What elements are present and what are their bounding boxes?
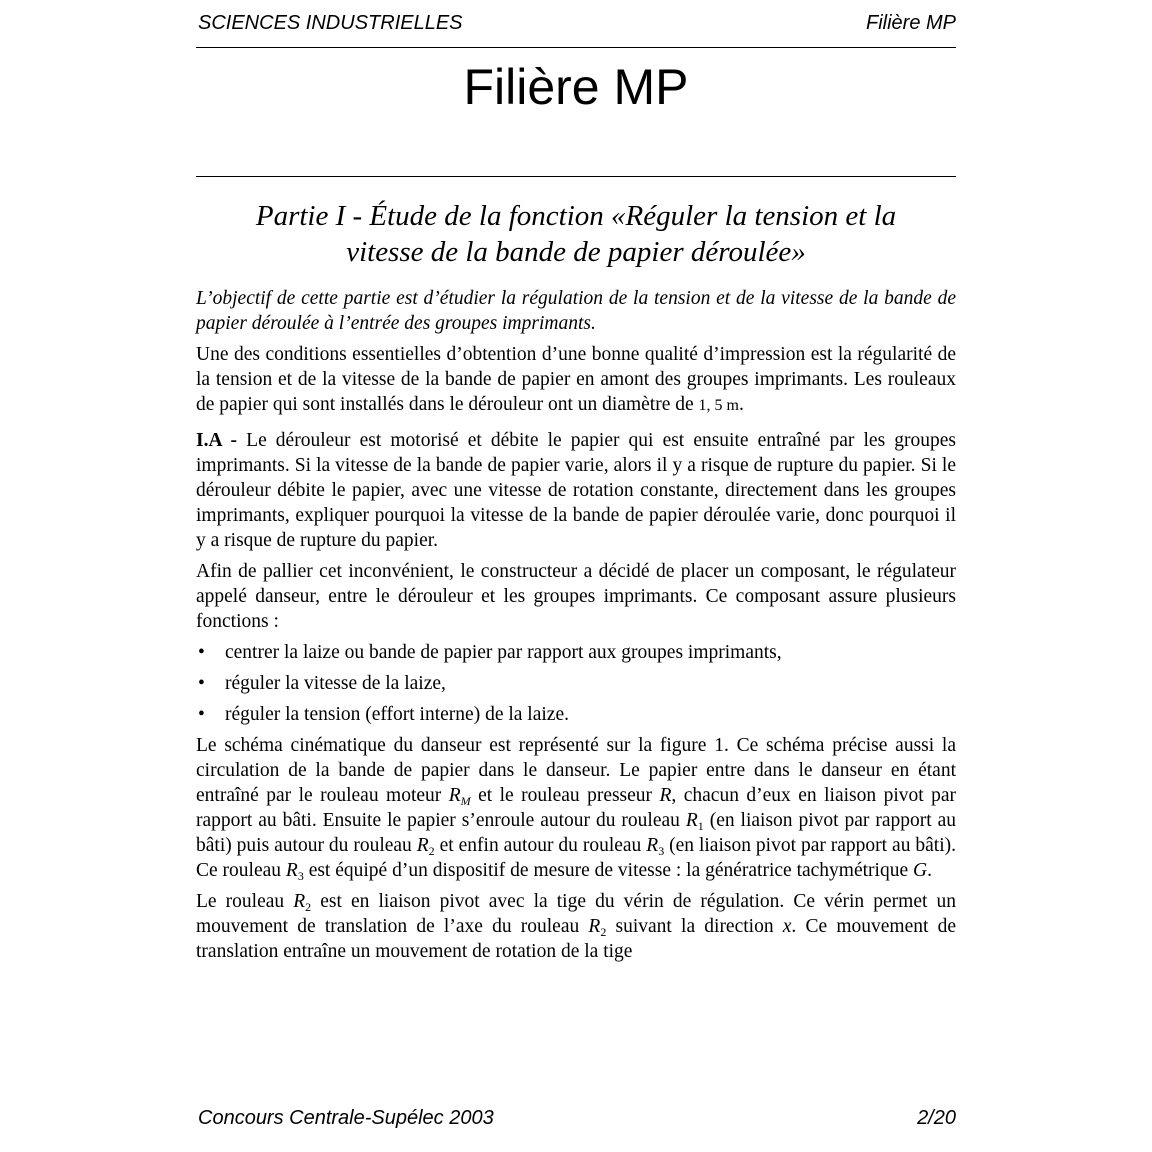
page-footer — [196, 1106, 956, 1132]
question-ia — [196, 428, 956, 553]
bullet-icon: • — [198, 704, 205, 725]
schema-text-7: est équipé d’un dispositif de mesure de vitesse : la génératrice tachymétrique — [303, 860, 913, 881]
part-title-line2: vitesse de la bande de papier déroulée» — [346, 236, 806, 268]
symbol-sub-1: 1 — [697, 819, 704, 833]
vector-x-symbol: x — [782, 916, 792, 937]
list-item-text: réguler la tension (effort interne) de la laize. — [225, 704, 569, 725]
symbol-sub-m: M — [460, 794, 471, 808]
symbol-r: R — [293, 891, 306, 912]
schema-text-4: (en liaison pivot par rapport au bâti) puis autour du rouleau — [196, 810, 956, 856]
list-item-text: réguler la vitesse de la laize, — [225, 673, 446, 694]
diameter-value: 1, 5 m — [698, 397, 739, 414]
schema-text-2: et le rouleau presseur — [470, 785, 660, 806]
schema-text-8: . — [927, 860, 932, 881]
symbol-r: R — [416, 835, 429, 856]
part-title — [196, 198, 956, 270]
symbol-r: R — [285, 860, 298, 881]
part-title-line1: Partie I - Étude de la fonction «Réguler la tension et la — [255, 200, 897, 232]
symbol-r: R — [448, 785, 461, 806]
symbol-sub-2: 2 — [305, 900, 312, 914]
intro-paragraph: L’objectif de cette partie est d’étudier la régulation de la tension et de la vitesse de la bande de papier déroulée à l’entrée des groupes imprimants. — [196, 288, 956, 334]
schema-text-3: , chacun d’eux en liaison pivot par rapport au bâti. Ensuite le papier s’enroule autour du rouleau — [196, 785, 956, 831]
footer-left: Concours Centrale-Supélec 2003 — [198, 1107, 494, 1129]
list-item-text: centrer la laize ou bande de papier par rapport aux groupes imprimants, — [225, 642, 782, 663]
schema-text-1: Le schéma cinématique du danseur est représenté sur la figure 1. Ce schéma précise aussi la circulation de la bande de papier dans le danseur. Le papier entre dans le danseur en étant entraîné par le rouleau moteur — [196, 735, 956, 806]
functions-list — [196, 640, 956, 727]
paragraph-conditions-text: Une des conditions essentielles d’obtention d’une bonne qualité d’impression est la régularité de la tension et de la vitesse de la bande de papier en amont des groupes imprimants. Les rouleaux de papier qui sont installés dans le dérouleur ont un diamètre de — [196, 344, 956, 415]
title-divider — [196, 176, 956, 177]
symbol-r: R — [646, 835, 659, 856]
symbol-r: R — [588, 916, 601, 937]
paragraph-schema — [196, 733, 956, 883]
header-left: SCIENCES INDUSTRIELLES — [198, 12, 463, 34]
symbol-sub-3: 3 — [658, 844, 665, 858]
schema-text-6: (en liaison pivot par rapport au bâti). Ce rouleau — [196, 835, 956, 881]
bullet-icon: • — [198, 642, 205, 663]
paragraph-danseur: Afin de pallier cet inconvénient, le constructeur a décidé de placer un composant, le régulateur appelé danseur, entre le dérouleur et les groupes imprimants. Ce composant assure plusieurs fonctions : — [196, 561, 956, 632]
question-ia-label: I.A - — [196, 430, 238, 451]
symbol-r: R — [659, 785, 672, 806]
symbol-sub-3: 3 — [297, 869, 304, 883]
page-number: 2/20 — [917, 1107, 956, 1129]
body-text — [196, 286, 956, 970]
list-item — [196, 702, 956, 727]
verin-text-2: est en liaison pivot avec la tige du vérin de régulation. Ce vérin permet un mouvement de translation de l’axe du rouleau — [196, 891, 956, 937]
header-right: Filière MP — [865, 12, 956, 34]
paragraph-conditions-end: . — [738, 394, 744, 415]
symbol-g: G — [912, 860, 928, 881]
page-header — [196, 11, 956, 48]
paragraph-conditions — [196, 342, 956, 418]
paragraph-verin — [196, 889, 956, 964]
symbol-r: R — [685, 810, 698, 831]
schema-text-5: et enfin autour du rouleau — [434, 835, 647, 856]
verin-text-4: . Ce mouvement de translation entraîne un mouvement de rotation de la tige — [196, 916, 956, 962]
bullet-icon: • — [198, 673, 205, 694]
list-item — [196, 640, 956, 665]
verin-text-3: suivant la direction — [606, 916, 783, 937]
main-title: Filière MP — [463, 59, 689, 115]
question-ia-text: Le dérouleur est motorisé et débite le papier qui est ensuite entraîné par les groupes imprimants. Si la vitesse de la bande de papier varie, alors il y a risque de rupture du papier. Si le dérouleur débite le papier, avec une vitesse de rotation constante, directement dans les groupes imprimants, expliquer pourquoi la vitesse de la bande de papier déroulée varie, donc pourquoi il y a risque de rupture du papier. — [196, 430, 956, 551]
list-item — [196, 671, 956, 696]
symbol-sub-2: 2 — [600, 925, 607, 939]
symbol-sub-2: 2 — [428, 844, 435, 858]
verin-text-1: Le rouleau — [196, 891, 294, 912]
